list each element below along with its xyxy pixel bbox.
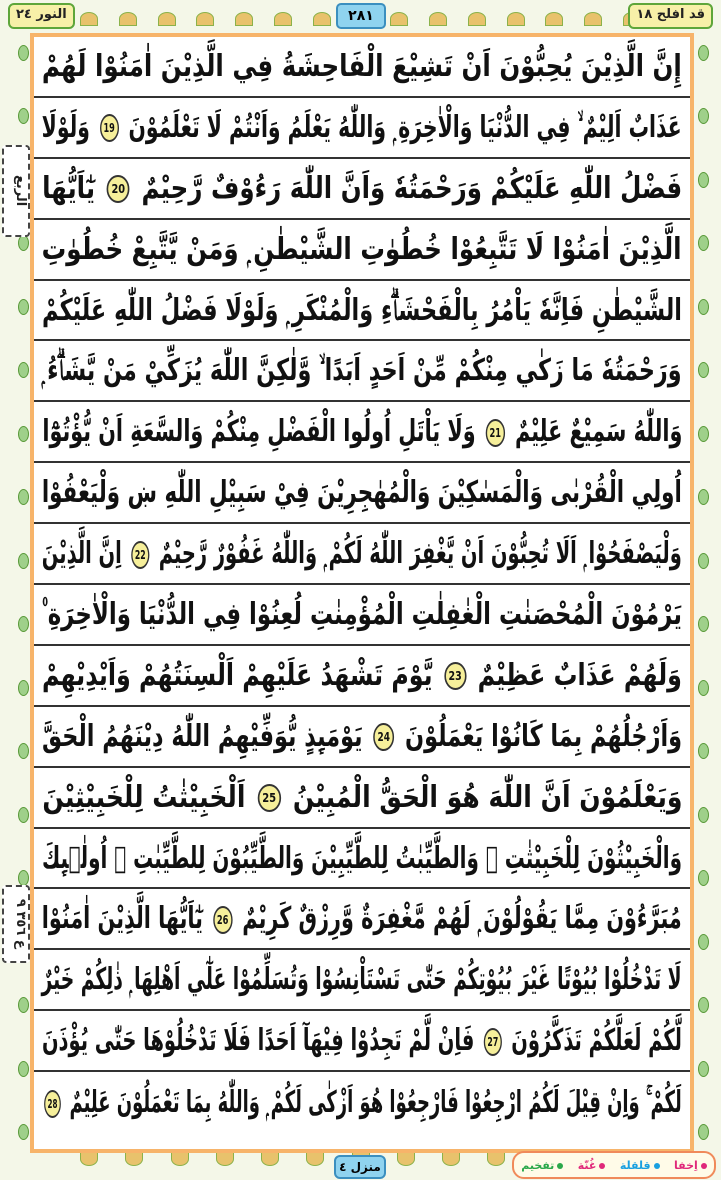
ornament-motif bbox=[125, 1152, 143, 1166]
para-name-label: قد افلح ١٨ bbox=[628, 3, 713, 29]
ayah-text: لَكُمْ ۚ وَاِنْ قِيْلَ لَكُمُ ارْجِعُوْا فَارْجِعُوْا هُوَ اَزْكٰى لَكُمْ ۭ وَاللّٰهُ بِمَا تَعْمَلُوْنَ عَلِيْمٌ bbox=[69, 1085, 683, 1121]
legend-item bbox=[620, 1159, 660, 1172]
ayah-text: اَلْخَبِيْثٰتُ لِلْخَبِيْثِيْنَ bbox=[42, 779, 246, 815]
ornament-motif bbox=[698, 934, 709, 950]
verse-number-marker: 19 bbox=[100, 114, 119, 142]
ornament-motif bbox=[18, 489, 29, 505]
ayah-text: إِنَّ الَّذِيْنَ يُحِبُّوْنَ اَنْ تَشِيْعَ الْفَاحِشَةُ فِي الَّذِيْنَ اٰمَنُوْا لَهُمْ bbox=[42, 48, 683, 84]
ayah-line bbox=[34, 950, 690, 1011]
ayah-line bbox=[34, 37, 690, 98]
ornament-motif bbox=[80, 12, 98, 26]
ornament-motif bbox=[698, 172, 709, 188]
ornament-motif bbox=[216, 1152, 234, 1166]
ayah-line bbox=[34, 463, 690, 524]
ornament-motif bbox=[196, 12, 214, 26]
ayah-text: الشَّيْطٰنِ فَاِنَّهٗ يَاْمُرُ بِالْفَحْشَاۗءِ وَالْمُنْكَرِ ۭ وَلَوْلَا فَضْلُ اللّٰهِ عَلَيْكُمْ bbox=[42, 292, 682, 328]
ayah-line-text bbox=[42, 1023, 682, 1058]
right-border-ornament bbox=[698, 45, 708, 1140]
ayah-text: يٰٓاَيُّهَا bbox=[42, 170, 95, 206]
ayah-text: وَلْيَصْفَحُوْا ۭ اَلَا تُحِبُّوْنَ اَنْ يَّغْفِرَ اللّٰهُ لَكُمْ ۭ وَاللّٰهُ غَفُوْرٌ رَّحِيْمٌ bbox=[158, 536, 683, 572]
ayah-line-text bbox=[42, 597, 682, 632]
ayah-line bbox=[34, 341, 690, 402]
ayah-line bbox=[34, 159, 690, 220]
ornament-motif bbox=[119, 12, 137, 26]
ornament-motif bbox=[698, 489, 709, 505]
ayah-line-text bbox=[42, 658, 682, 693]
ornament-motif bbox=[698, 870, 709, 886]
ornament-motif bbox=[18, 743, 29, 759]
ayah-line bbox=[34, 220, 690, 281]
legend-dot-icon bbox=[654, 1163, 660, 1169]
verse-number-marker: 25 bbox=[257, 784, 280, 812]
ayah-line bbox=[34, 829, 690, 890]
ayah-line bbox=[34, 281, 690, 342]
ayah-text: الَّذِيْنَ اٰمَنُوْا لَا تَتَّبِعُوْا خُطُوٰتِ الشَّيْطٰنِ ۭ وَمَنْ يَّتَّبِعْ خُطُوٰتِ bbox=[42, 231, 682, 267]
ayah-line-text bbox=[42, 1085, 682, 1120]
ayah-line-text bbox=[42, 110, 682, 145]
ayah-line bbox=[34, 98, 690, 159]
ornament-motif bbox=[18, 553, 29, 569]
ornament-motif bbox=[468, 12, 486, 26]
ayah-text: وَاَرْجُلُهُمْ بِمَا كَانُوْا يَعْمَلُوْنَ bbox=[404, 718, 682, 754]
legend-label: اِخفا bbox=[674, 1158, 698, 1172]
ornament-motif bbox=[698, 362, 709, 378]
ornament-motif bbox=[442, 1152, 460, 1166]
ornament-motif bbox=[80, 1152, 98, 1166]
verse-number-marker: 21 bbox=[485, 419, 504, 447]
ayah-text: يَوْمَىِٕذٍ يُّوَفِّيْهِمُ اللّٰهُ دِيْنَهُمُ الْحَقَّ bbox=[42, 718, 363, 754]
verse-number-marker: 20 bbox=[107, 175, 130, 203]
ornament-motif bbox=[313, 12, 331, 26]
ornament-motif bbox=[306, 1152, 324, 1166]
ayah-line-text bbox=[42, 475, 682, 510]
tajweed-legend bbox=[512, 1151, 716, 1179]
ayah-text: مُبَرَّءُوْنَ مِمَّا يَقُوْلُوْنَ ۭ لَهُمْ مَّغْفِرَةٌ وَّرِزْقٌ كَرِيْمٌ bbox=[242, 901, 683, 937]
ayah-line-text bbox=[42, 962, 682, 997]
ruku-marker: ع ٣٥٦ ٩ bbox=[2, 885, 30, 963]
ornament-motif bbox=[698, 680, 709, 696]
legend-label: قلقلة bbox=[619, 1158, 651, 1172]
ayah-text: وَلَا يَاْتَلِ اُولُوا الْفَضْلِ مِنْكُمْ وَالسَّعَةِ اَنْ يُّؤْتُوْٓا bbox=[42, 414, 476, 450]
ayah-text: وَلَوْلَا bbox=[42, 109, 91, 145]
ornament-motif bbox=[18, 299, 29, 315]
ayah-line bbox=[34, 402, 690, 463]
ayah-line-text bbox=[42, 171, 682, 206]
ornament-motif bbox=[261, 1152, 279, 1166]
ornament-motif bbox=[698, 45, 709, 61]
ornament-motif bbox=[18, 108, 29, 124]
ornament-motif bbox=[698, 807, 709, 823]
ornament-motif bbox=[18, 235, 29, 251]
ayah-text: فَضْلُ اللّٰهِ عَلَيْكُمْ وَرَحْمَتُهٗ وَاَنَّ اللّٰهَ رَءُوْفٌ رَّحِيْمٌ bbox=[141, 170, 683, 206]
ornament-motif bbox=[18, 870, 29, 886]
ayah-line bbox=[34, 1072, 690, 1133]
ayah-line-text bbox=[42, 901, 682, 936]
ornament-motif bbox=[429, 12, 447, 26]
ornament-motif bbox=[698, 553, 709, 569]
ornament-motif bbox=[698, 1124, 709, 1140]
ayah-text: فَاِنْ لَّمْ تَجِدُوْا فِيْهَآ اَحَدًا فَلَا تَدْخُلُوْهَا حَتّٰى يُؤْذَنَ bbox=[42, 1023, 475, 1059]
legend-item bbox=[578, 1159, 606, 1172]
ayah-line-text bbox=[42, 49, 682, 84]
ayah-text: وَرَحْمَتُهٗ مَا زَكٰي مِنْكُمْ مِّنْ اَحَدٍ اَبَدًا ۙ وَّلٰكِنَّ اللّٰهَ يُزَكِّيْ مَنْ يَّشَاۗءُ ۭ bbox=[42, 353, 682, 389]
ornament-motif bbox=[18, 807, 29, 823]
ornament-motif bbox=[18, 1061, 29, 1077]
ayah-line-text bbox=[42, 293, 682, 328]
ayah-text: لَّكُمْ لَعَلَّكُمْ تَذَكَّرُوْنَ bbox=[511, 1023, 682, 1059]
verse-number-marker: 28 bbox=[44, 1090, 61, 1118]
legend-dot-icon bbox=[599, 1163, 605, 1169]
surah-name-label: النور ٢٤ bbox=[8, 3, 75, 29]
ayah-text: وَالْخَبِيْثُوْنَ لِلْخَبِيْثٰتِ ۚ وَالطَّيِّبٰتُ لِلطَّيِّبِيْنَ وَالطَّيِّبُوْنَ لِلطَّيِّبٰتِ ۚ اُولٰۗىِٕكَ bbox=[42, 840, 683, 876]
ayah-line-text bbox=[42, 719, 682, 754]
ayah-text: يٰٓاَيُّهَا الَّذِيْنَ اٰمَنُوْا bbox=[42, 901, 204, 937]
ornament-motif bbox=[698, 235, 709, 251]
ornament-motif bbox=[698, 997, 709, 1013]
ayah-text: اِنَّ الَّذِيْنَ bbox=[42, 536, 123, 572]
ayah-text: عَذَابٌ اَلِيْمٌ ۙ فِي الدُّنْيَا وَالْاٰخِرَةِ ۭ وَاللّٰهُ يَعْلَمُ وَاَنْتُمْ لَا تَعْلَمُوْنَ bbox=[128, 109, 682, 145]
ayah-text: وَاللّٰهُ سَمِيْعٌ عَلِيْمٌ bbox=[514, 414, 683, 450]
ayah-text: يَرْمُوْنَ الْمُحْصَنٰتِ الْغٰفِلٰتِ الْمُؤْمِنٰتِ لُعِنُوْا فِي الدُّنْيَا وَالْاٰخِرَةِ ۠ bbox=[42, 596, 683, 632]
ayah-line bbox=[34, 585, 690, 646]
ornament-motif bbox=[397, 1152, 415, 1166]
legend-item bbox=[674, 1159, 707, 1172]
ornament-motif bbox=[698, 108, 709, 124]
ayah-line-text bbox=[42, 780, 682, 815]
ayah-line-text bbox=[42, 414, 682, 449]
rub-marker: الربع bbox=[2, 145, 30, 237]
ornament-motif bbox=[18, 616, 29, 632]
ayah-text: وَلَهُمْ عَذَابٌ عَظِيْمٌ bbox=[477, 657, 683, 693]
ornament-motif bbox=[235, 12, 253, 26]
ornament-motif bbox=[487, 1152, 505, 1166]
ornament-motif bbox=[698, 299, 709, 315]
ornament-motif bbox=[158, 12, 176, 26]
ornament-motif bbox=[698, 1061, 709, 1077]
verse-number-marker: 27 bbox=[484, 1028, 502, 1056]
ornament-motif bbox=[18, 45, 29, 61]
ornament-motif bbox=[18, 362, 29, 378]
verse-number-marker: 24 bbox=[373, 723, 394, 751]
ayah-line bbox=[34, 524, 690, 585]
ayah-line-text bbox=[42, 536, 682, 571]
ayah-text: يَّوْمَ تَشْهَدُ عَلَيْهِمْ اَلْسِنَتُهُمْ وَاَيْدِيْهِمْ bbox=[42, 657, 433, 693]
ayah-line-text bbox=[42, 232, 682, 267]
ayah-line bbox=[34, 889, 690, 950]
ornament-motif bbox=[18, 680, 29, 696]
ornament-motif bbox=[698, 426, 709, 442]
quran-text-frame bbox=[30, 33, 694, 1153]
legend-dot-icon bbox=[701, 1163, 707, 1169]
ornament-motif bbox=[18, 426, 29, 442]
ayah-line-text bbox=[42, 841, 682, 876]
ornament-motif bbox=[171, 1152, 189, 1166]
ayah-line-text bbox=[42, 353, 682, 388]
ayah-text: وَيَعْلَمُوْنَ اَنَّ اللّٰهَ هُوَ الْحَقُّ الْمُبِيْنُ bbox=[292, 779, 683, 815]
verse-number-marker: 23 bbox=[444, 662, 466, 690]
ornament-motif bbox=[274, 12, 292, 26]
legend-item bbox=[521, 1159, 563, 1172]
ornament-motif bbox=[545, 12, 563, 26]
legend-dot-icon bbox=[557, 1163, 563, 1169]
ayah-line bbox=[34, 768, 690, 829]
manzil-label: منزل ٤ bbox=[334, 1155, 386, 1179]
legend-label: غُنّة bbox=[577, 1158, 597, 1172]
ornament-motif bbox=[698, 743, 709, 759]
verse-number-marker: 26 bbox=[213, 906, 232, 934]
legend-label: تفخيم bbox=[521, 1158, 555, 1172]
ornament-motif bbox=[507, 12, 525, 26]
ornament-motif bbox=[390, 12, 408, 26]
ornament-motif bbox=[698, 616, 709, 632]
ayah-line bbox=[34, 646, 690, 707]
page-number: ٢٨١ bbox=[336, 3, 386, 29]
ayah-text: لَا تَدْخُلُوْا بُيُوْتًا غَيْرَ بُيُوْتِكُمْ حَتّٰى تَسْتَاْنِسُوْا وَتُسَلِّمُوْا عَلٰٓي اَهْلِهَا ۭ ذٰلِكُمْ خَيْرٌ bbox=[42, 962, 682, 998]
ayah-line bbox=[34, 1011, 690, 1072]
verse-number-marker: 22 bbox=[131, 541, 149, 569]
ayah-text: اُولِي الْقُرْبٰى وَالْمَسٰكِيْنَ وَالْمُهٰجِرِيْنَ فِيْ سَبِيْلِ اللّٰهِ ښ وَلْيَعْفُوْا bbox=[42, 475, 683, 511]
ornament-motif bbox=[584, 12, 602, 26]
ornament-motif bbox=[18, 997, 29, 1013]
ornament-motif bbox=[18, 1124, 29, 1140]
ayah-line bbox=[34, 707, 690, 768]
